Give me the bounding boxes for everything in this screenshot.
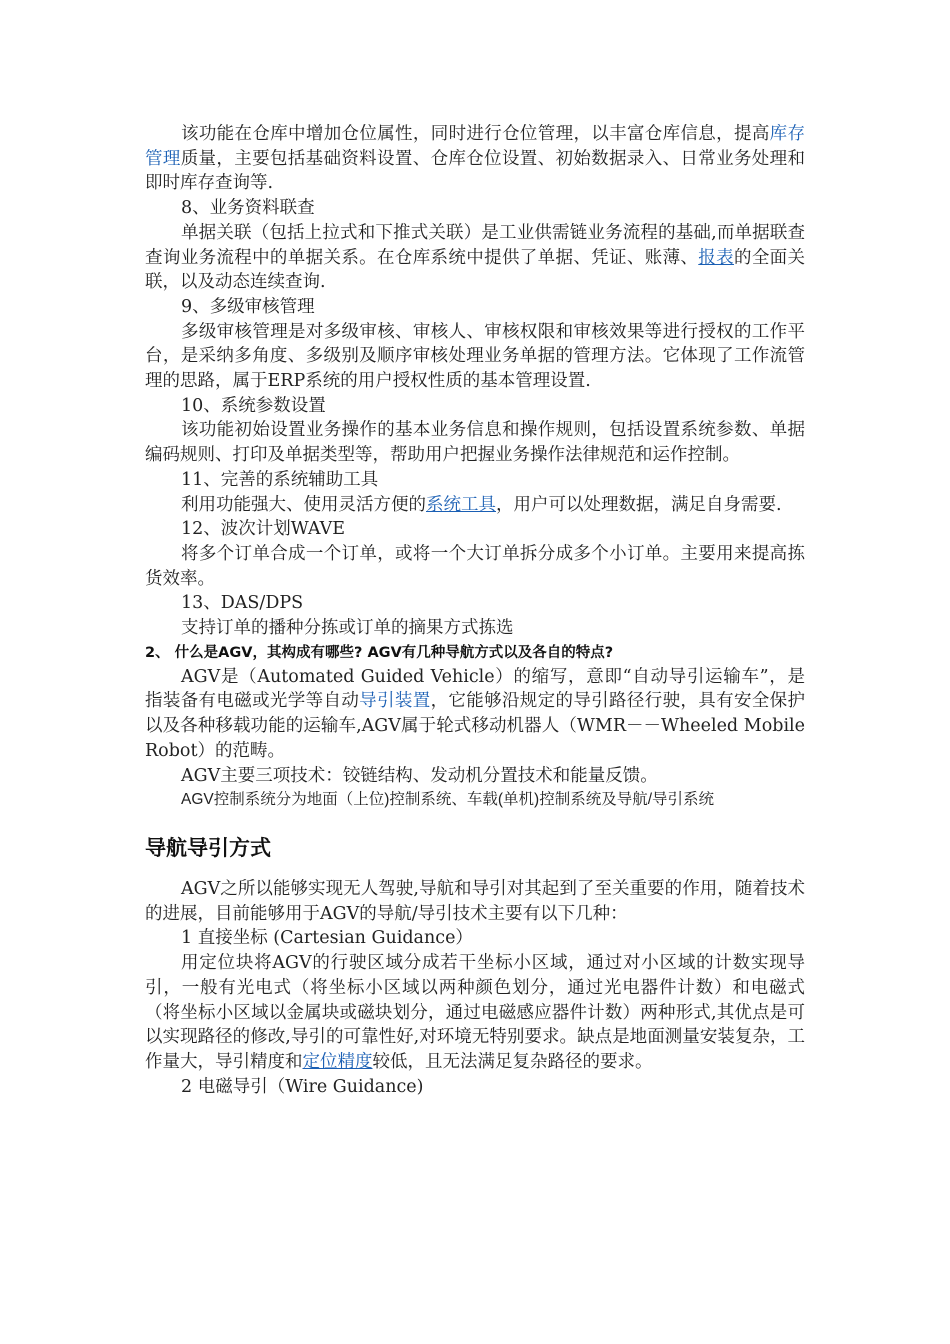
section-13-title: 13、DAS/DPS bbox=[181, 593, 304, 614]
navigation-heading: 导航导引方式 bbox=[145, 835, 271, 860]
section-13-body: 支持订单的播种分拣或订单的摘果方式拣选 bbox=[181, 618, 514, 639]
section-12-title: 12、波次计划WAVE bbox=[181, 519, 346, 540]
system-tools-link[interactable]: 系统工具 bbox=[426, 494, 496, 515]
agv-definition-paragraph: AGV是（Automated Guided Vehicle）的缩写，意即“自动导引运输车”，是指装备有电磁或光学等自动导引装置，它能够沿规定的导引路径行驶，具有安全保护以及各种移载功能的运输车,AGV属于轮式移动机器人（WMR－－Wheeled Mobile Robot）的范畴。 bbox=[145, 666, 806, 761]
inventory-management-link[interactable]: 库存管理 bbox=[145, 124, 806, 169]
navigation-intro: AGV之所以能够实现无人驾驶,导航和导引对其起到了至关重要的作用，随着技术的进展，目前能够用于AGV的导航/导引技术主要有以下几种： bbox=[145, 878, 805, 924]
question-2-title: 2、 什么是AGV，其构成有哪些? AGV有几种导航方式以及各自的特点? bbox=[145, 644, 614, 661]
document-page bbox=[145, 122, 805, 1099]
section-8-body: 单据关联（包括上拉式和下推式关联）是工业供需链业务流程的基础,而单据联查查询业务流程中的单据关系。在仓库系统中提供了单据、凭证、账薄、报表的全面关联，以及动态连续查询. bbox=[145, 222, 806, 293]
section-12-body: 将多个订单合成一个订单，或将一个大订单拆分成多个小订单。主要用来提高拣货效率。 bbox=[145, 543, 805, 589]
warehouse-position-paragraph: 该功能在仓库中增加仓位属性，同时进行仓位管理，以丰富仓库信息，提高库存管理质量，主要包括基础资料设置、仓库仓位设置、初始数据录入、日常业务处理和即时库存查询等. bbox=[145, 124, 806, 194]
guidance-device-link[interactable]: 导引装置 bbox=[359, 691, 431, 712]
section-8-title: 8、业务资料联查 bbox=[181, 198, 315, 219]
section-11-title: 11、完善的系统辅助工具 bbox=[181, 469, 379, 490]
method-1-title: 1 直接坐标 (Cartesian Guidance） bbox=[181, 928, 473, 949]
section-9-body: 多级审核管理是对多级审核、审核人、审核权限和审核效果等进行授权的工作平台，是采纳多角度、多级别及顺序审核处理业务单据的管理方法。它体现了工作流管理的思路，属于ERP系统的用户授权性质的基本管理设置. bbox=[145, 321, 805, 392]
method-1-body: 用定位块将AGV的行驶区域分成若干坐标小区域，通过对小区域的计数实现导引，一般有光电式（将坐标小区域以两种颜色划分，通过光电器件计数）和电磁式（将坐标小区域以金属块或磁块划分，通过电磁感应器件计数）两种形式,其优点是可以实现路径的修改,导引的可靠性好,对环境无特别要求。缺点是地面测量安装复杂，工作量大，导引精度和定位精度较低，且无法满足复杂路径的要求。 bbox=[145, 953, 805, 1072]
agv-control-system: AGV控制系统分为地面（上位)控制系统、车载(单机)控制系统及导航/导引系统 bbox=[181, 791, 715, 809]
positioning-accuracy-link[interactable]: 定位精度 bbox=[302, 1051, 373, 1072]
report-link[interactable]: 报表 bbox=[698, 247, 734, 268]
method-2-title: 2 电磁导引（Wire Guidance) bbox=[181, 1076, 424, 1097]
section-11-body: 利用功能强大、使用灵活方便的系统工具，用户可以处理数据，满足自身需要. bbox=[181, 494, 782, 515]
section-10-title: 10、系统参数设置 bbox=[181, 395, 326, 416]
section-9-title: 9、多级审核管理 bbox=[181, 296, 315, 317]
agv-three-technologies: AGV主要三项技术：铰链结构、发动机分置技术和能量反馈。 bbox=[181, 765, 658, 786]
section-10-body: 该功能初始设置业务操作的基本业务信息和操作规则，包括设置系统参数、单据编码规则、打印及单据类型等，帮助用户把握业务操作法律规范和运作控制。 bbox=[145, 420, 805, 466]
